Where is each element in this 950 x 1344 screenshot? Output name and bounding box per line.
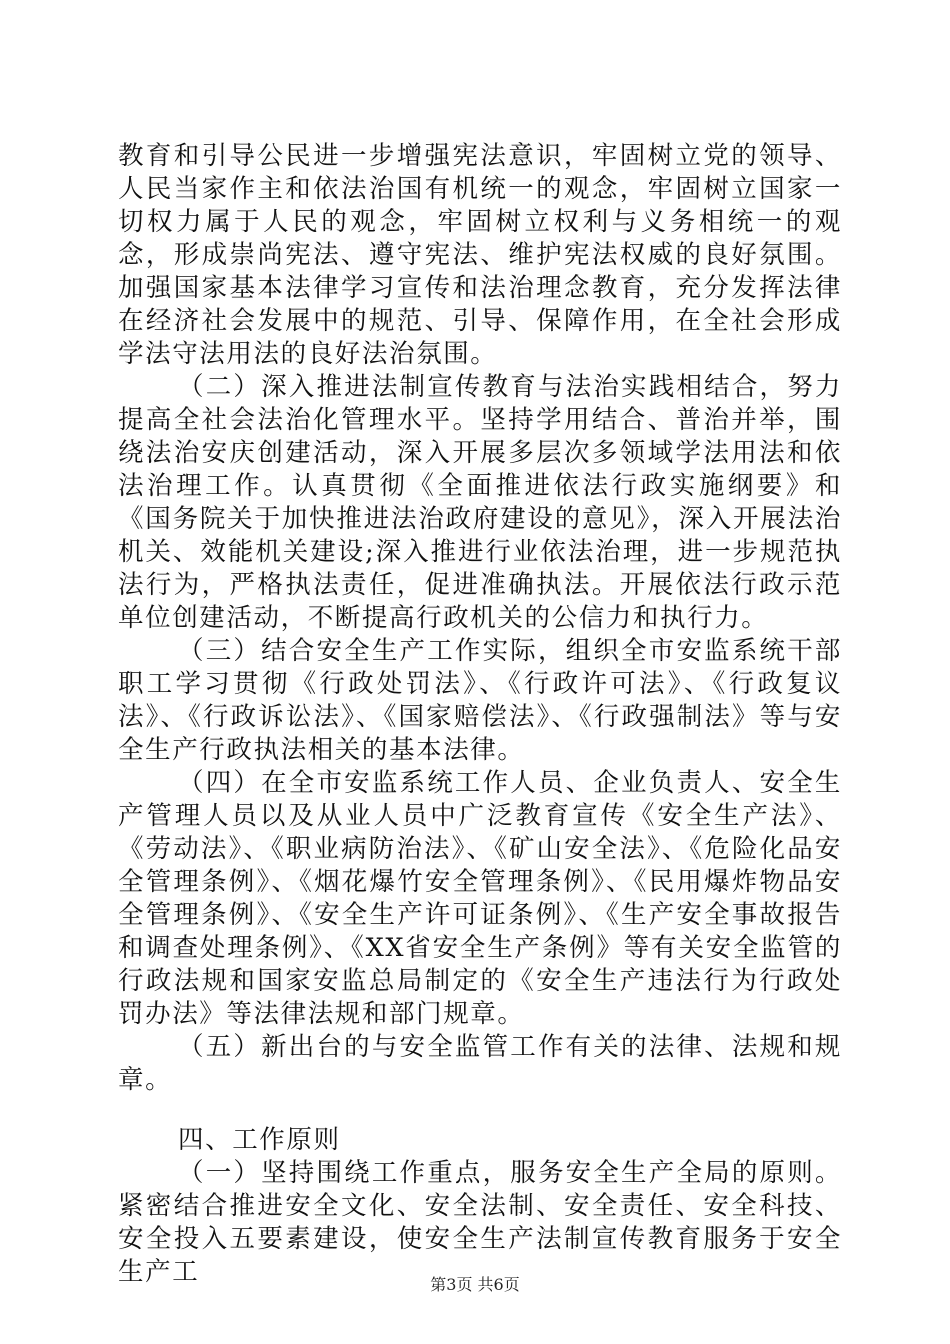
paragraph-section-5: （五）新出台的与安全监管工作有关的法律、法规和规章。: [118, 1032, 842, 1095]
section-heading-work-principles: 四、工作原则: [178, 1125, 341, 1155]
paragraph-section-4: （四）在全市安监系统工作人员、企业负责人、安全生产管理人员以及从业人员中广泛教育宣传《安全生产法》、《劳动法》、《职业病防治法》、《矿山安全法》、《危险化品安全管理条例》、《烟花爆竹安全管理条例》、《民用爆炸物品安全管理条例》、《安全生产许可证条例》、《生产安全事故报告和调查处理条例》、《XX省安全生产条例》等有关安全监管的行政法规和国家安监总局制定的《安全生产违法行为行政处罚办法》等法律法规和部门规章。: [118, 768, 842, 1029]
paragraph-constitution-education: 教育和引导公民进一步增强宪法意识，牢固树立党的领导、人民当家作主和依法治国有机统一的观念，牢固树立国家一切权力属于人民的观念，牢固树立权利与义务相统一的观念，形成崇尚宪法、遵守宪法、维护宪法权威的良好氛围。加强国家基本法律学习宣传和法治理念教育，充分发挥法律在经济社会发展中的规范、引导、保障作用，在全社会形成学法守法用法的良好法治氛围。: [118, 141, 842, 369]
paragraph-section-3: （三）结合安全生产工作实际，组织全市安监系统干部职工学习贯彻《行政处罚法》、《行政许可法》、《行政复议法》、《行政诉讼法》、《国家赔偿法》、《行政强制法》等与安全生产行政执法相关的基本法律。: [118, 636, 842, 765]
document-body: [118, 140, 842, 1289]
paragraph-principle-1: （一）坚持围绕工作重点，服务安全生产全局的原则。紧密结合推进安全文化、安全法制、安全责任、安全科技、安全投入五要素建设，使安全生产法制宣传教育服务于安全生产工: [118, 1158, 842, 1287]
paragraph-section-2: （二）深入推进法制宣传教育与法治实践相结合，努力提高全社会法治化管理水平。坚持学用结合、普治并举，围绕法治安庆创建活动，深入开展多层次多领域学法用法和依法治理工作。认真贯彻《全面推进依法行政实施纲要》和《国务院关于加快推进法治政府建设的意见》，深入开展法治机关、效能机关建设;深入推进行业依法治理，进一步规范执法行为，严格执法责任，促进准确执法。开展依法行政示范单位创建活动，不断提高行政机关的公信力和执行力。: [118, 372, 842, 633]
page-footer: 第3页 共6页: [430, 1275, 520, 1294]
paragraph-spacer: [118, 1097, 842, 1124]
